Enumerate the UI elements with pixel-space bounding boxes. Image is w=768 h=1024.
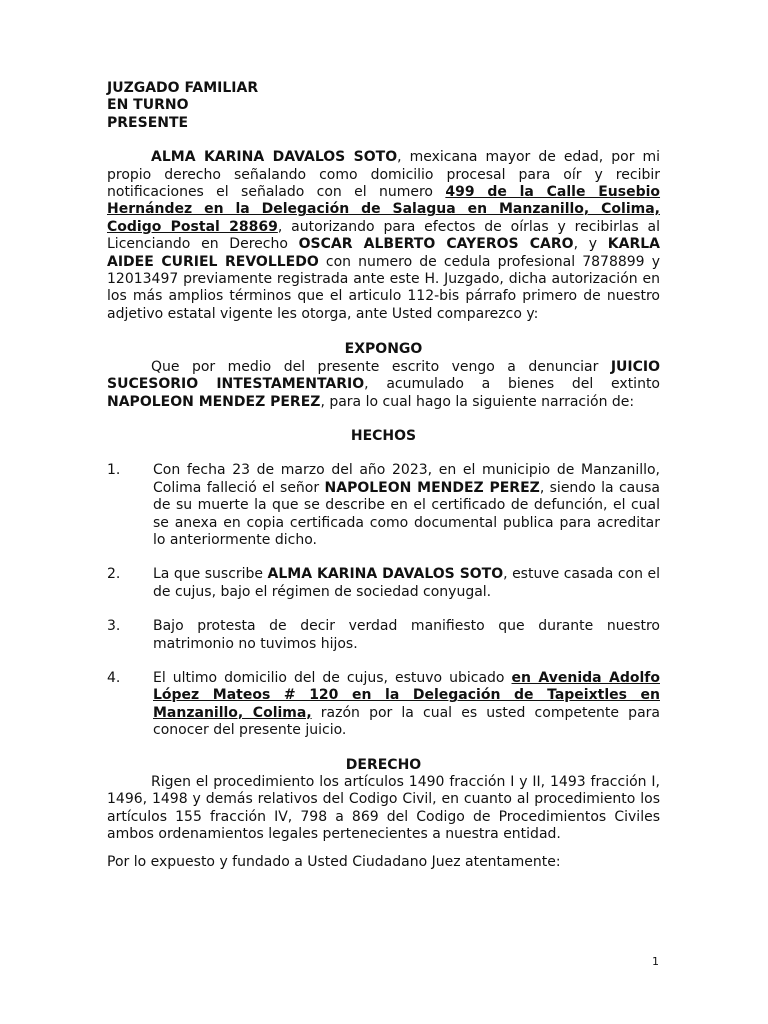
addressee-line-3: PRESENTE [107, 114, 189, 131]
hechos-item-2-number: 2. [107, 566, 121, 583]
derecho-paragraph: Rigen el procedimiento los artículos 1490 fracción I y II, 1493 fracción I, 1496, 1498 y demás relativos del Codigo Civil, en cuanto al procedimiento los artículos 155 fracción IV, 798 a 869 del Codigo de Procedimientos Civiles ambos ordenamientos legales pertenecientes a nuestra entidad. [107, 774, 660, 843]
intro-text-2: , autorizando para efectos de oírlas y recibirlas al Licenciando en Derecho [107, 218, 660, 253]
expongo-text-1: Que por medio del presente escrito vengo a denunciar [151, 358, 611, 375]
intro-text-4: con numero de cedula profesional 7878899 y 12013497 previamente registrada ante este H. Juzgado, dicha autorización en los más amplios términos que el articulo 112-bis párrafo primero de nuestro adjetivo estatal vigente les otorga, ante Usted comparezco y: [107, 253, 660, 322]
lawyer-2-name: KARLA AIDEE CURIEL REVOLLEDO [107, 236, 660, 270]
hechos-item-1-text-2: , siendo la causa de su muerte la que se describe en el certificado de defunción, el cual se anexa en copia certificada como documental publica para acreditar lo anteriormente dicho. [153, 479, 661, 548]
hechos-item-2-text-2: , estuve casada con el de cujus, bajo el régimen de sociedad conyugal. [153, 566, 660, 600]
document-body [107, 80, 660, 871]
petitioner-address: 499 de la Calle Eusebio Hernández en la Delegación de Salagua en Manzanillo, Colima, Codigo Postal 28869 [107, 184, 661, 235]
hechos-item-1-bold: NAPOLEON MENDEZ PEREZ [324, 479, 540, 496]
expongo-text-3: , para lo cual hago la siguiente narración de: [320, 393, 635, 410]
hechos-item-4-text-2: razón por la cual es usted competente para conocer del presente juicio. [153, 704, 660, 739]
hechos-item-4 [107, 670, 660, 740]
intro-paragraph [107, 149, 660, 323]
hechos-item-4-number: 4. [107, 669, 121, 686]
expongo-text-2: , acumulado a bienes del extinto [364, 376, 660, 393]
deceased-name: NAPOLEON MENDEZ PEREZ [107, 393, 321, 410]
juicio-type: JUICIO SUCESORIO INTESTAMENTARIO [107, 358, 660, 393]
lawyer-1-name: OSCAR ALBERTO CAYEROS CARO [298, 236, 574, 253]
hechos-item-3-number: 3. [107, 618, 121, 635]
derecho-heading: DERECHO [345, 756, 422, 773]
expongo-paragraph [107, 359, 660, 411]
hechos-item-2-bold: ALMA KARINA DAVALOS SOTO [267, 566, 504, 583]
closing-line: Por lo expuesto y fundado a Usted Ciudadano Juez atentamente: [107, 853, 561, 870]
addressee-block [107, 80, 660, 132]
petitioner-name: ALMA KARINA DAVALOS SOTO [151, 149, 398, 166]
hechos-item-1-number: 1. [107, 462, 121, 479]
hechos-item-1-text-1: Con fecha 23 de marzo del año 2023, en el municipio de Manzanillo, Colima falleció el señor [153, 462, 660, 496]
intro-text-3: , y [573, 236, 608, 253]
hechos-item-2-text-1: La que suscribe [153, 566, 268, 583]
intro-text-1: , mexicana mayor de edad, por mi propio derecho señalando como domicilio procesal para oír y recibir notificaciones el señalado con el numero [107, 149, 660, 201]
addressee-line-2: EN TURNO [107, 97, 189, 114]
page-number: 1 [652, 955, 659, 968]
hechos-item-1 [107, 462, 660, 549]
hechos-list [107, 462, 660, 739]
expongo-heading: EXPONGO [344, 341, 423, 358]
hechos-item-4-text-1: El ultimo domicilio del de cujus, estuvo ubicado [153, 669, 512, 686]
hechos-heading: HECHOS [350, 427, 417, 444]
addressee-line-1: JUZGADO FAMILIAR [107, 80, 259, 96]
hechos-item-2 [107, 566, 660, 601]
hechos-item-3 [107, 618, 660, 653]
hechos-item-3-text-1: Bajo protesta de decir verdad manifiesto que durante nuestro matrimonio no tuvimos hijos. [153, 618, 660, 652]
hechos-item-4-bold: en Avenida Adolfo López Mateos # 120 en la Delegación de Tapeixtles en Manzanillo, Colima, [153, 669, 660, 721]
